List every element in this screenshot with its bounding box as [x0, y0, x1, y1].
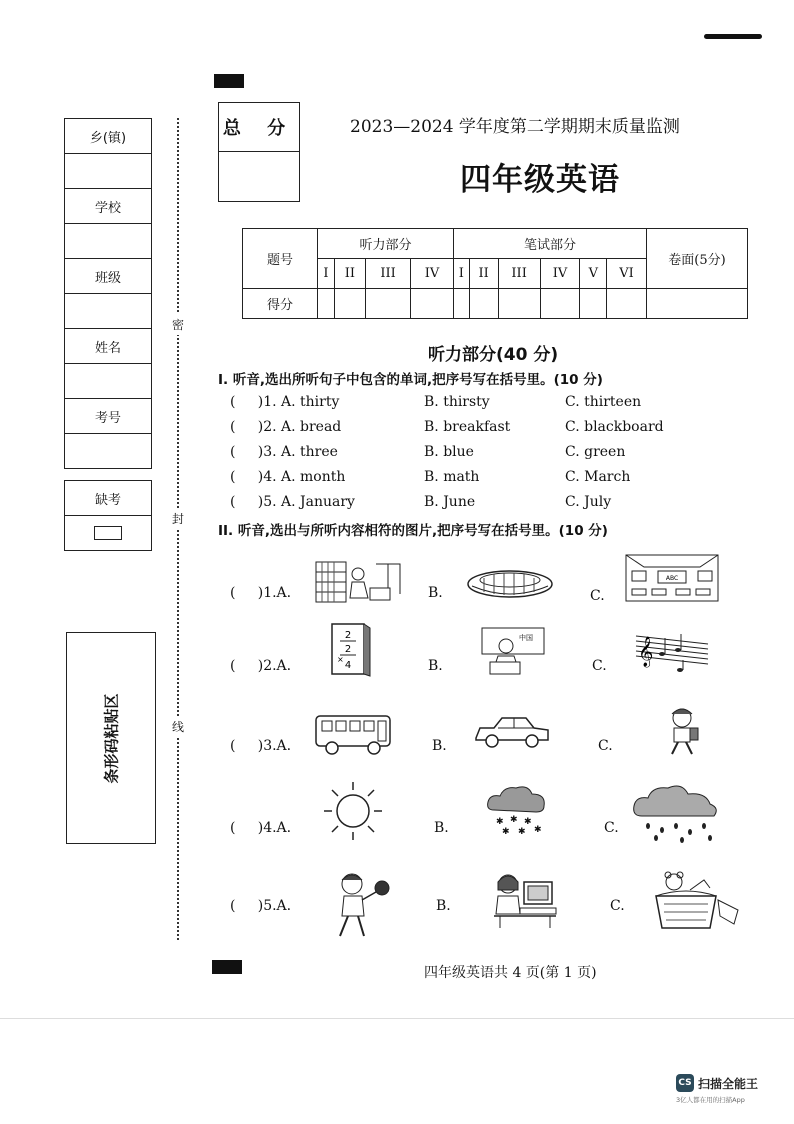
col-listening-3: III — [365, 259, 410, 289]
option-c: C. March — [565, 469, 631, 485]
option-c: C. — [604, 820, 619, 836]
option-c: C. — [610, 898, 625, 914]
seal-char-xian: 线 — [172, 716, 184, 737]
exam-title: 2023—2024 学年度第二学期期末质量监测 — [350, 117, 680, 137]
svg-text:2: 2 — [344, 630, 352, 641]
col-listening-1: I — [318, 259, 335, 289]
township-label: 乡(镇) — [65, 119, 151, 154]
rain-cloud-picture — [630, 782, 722, 844]
svg-text:✱: ✱ — [524, 817, 532, 827]
exam-number-field[interactable] — [65, 434, 151, 468]
registration-mark-top — [214, 74, 244, 88]
option-c: C. blackboard — [565, 419, 664, 435]
col-writing-2: II — [469, 259, 498, 289]
option-b: B. thirsty — [424, 394, 490, 410]
answer-bracket[interactable]: ( ) — [230, 394, 264, 410]
qnum-label: 题号 — [243, 229, 318, 289]
answer-bracket[interactable]: ( ) — [230, 658, 264, 674]
township-field[interactable] — [65, 154, 151, 189]
scanner-watermark — [676, 1074, 758, 1104]
snow-cloud-picture — [484, 784, 550, 836]
svg-text:✱: ✱ — [496, 817, 504, 827]
svg-text:𝄞: 𝄞 — [638, 637, 654, 667]
option-c: C. — [598, 738, 613, 754]
computer-girl-picture — [490, 872, 560, 930]
class-field[interactable] — [65, 294, 151, 329]
absent-label: 缺考 — [65, 481, 151, 516]
seal-line — [177, 118, 179, 940]
listening-header: 听力部分 — [318, 229, 454, 259]
classroom-picture — [624, 553, 720, 603]
stadium-picture — [464, 566, 556, 602]
score-cell[interactable] — [365, 289, 410, 319]
svg-text:×: × — [337, 655, 344, 664]
total-label: 总 分 — [219, 103, 299, 152]
score-cell[interactable] — [607, 289, 647, 319]
list-item: ( )2. A. bread — [230, 419, 342, 435]
col-writing-6: VI — [607, 259, 647, 289]
name-field[interactable] — [65, 364, 151, 399]
option-b: B. June — [424, 494, 476, 510]
score-cell[interactable] — [453, 289, 469, 319]
listening-section-title: 听力部分(40 分) — [428, 345, 559, 365]
option-c: C. green — [565, 444, 626, 460]
option-c: C. thirteen — [565, 394, 642, 410]
option-b: B. math — [424, 469, 480, 485]
answer-bracket[interactable]: ( ) — [230, 494, 264, 510]
list-item: ( )4. A. month — [230, 469, 346, 485]
class-label: 班级 — [65, 259, 151, 294]
answer-bracket[interactable]: ( ) — [230, 585, 264, 601]
seal-char-feng: 封 — [172, 508, 184, 529]
exam-number-label: 考号 — [65, 399, 151, 434]
absent-box — [64, 480, 152, 551]
answer-bracket[interactable]: ( ) — [230, 469, 264, 485]
corner-mark — [704, 34, 762, 39]
score-cell[interactable] — [647, 289, 748, 319]
part2-instruction: II. 听音,选出与所听内容相符的图片,把序号写在括号里。(10 分) — [218, 523, 608, 539]
car-picture — [472, 714, 552, 750]
option-c: C. — [590, 588, 605, 604]
bus-picture — [314, 712, 394, 756]
svg-text:中国: 中国 — [519, 634, 533, 642]
school-label: 学校 — [65, 189, 151, 224]
option-b: B. — [432, 738, 447, 754]
scanner-logo: CS — [676, 1074, 694, 1092]
list-item: ( )4.A. — [230, 820, 292, 836]
answer-bracket[interactable]: ( ) — [230, 419, 264, 435]
list-item: ( )1. A. thirty — [230, 394, 340, 410]
scanner-name: 扫描全能王 — [698, 1076, 759, 1091]
col-listening-2: II — [334, 259, 365, 289]
list-item: ( )5.A. — [230, 898, 292, 914]
option-b: B. — [434, 820, 449, 836]
svg-text:ABC: ABC — [665, 575, 679, 582]
absent-checkbox[interactable] — [94, 526, 122, 540]
list-item: ( )3.A. — [230, 738, 292, 754]
score-cell[interactable] — [580, 289, 607, 319]
score-cell[interactable] — [411, 289, 454, 319]
subject-title: 四年级英语 — [460, 162, 620, 198]
answer-bracket[interactable]: ( ) — [230, 444, 264, 460]
total-score-field[interactable] — [219, 152, 299, 200]
answer-bracket[interactable]: ( ) — [230, 898, 264, 914]
svg-text:✱: ✱ — [518, 827, 526, 836]
option-b: B. — [428, 585, 443, 601]
barcode-label: 条形码粘贴区 — [102, 692, 121, 784]
col-writing-3: III — [498, 259, 540, 289]
neatness-label: 卷面(5分) — [647, 229, 748, 289]
col-writing-4: IV — [540, 259, 580, 289]
school-field[interactable] — [65, 224, 151, 259]
sun-picture — [322, 780, 384, 842]
svg-text:4: 4 — [344, 660, 352, 671]
col-writing-1: I — [453, 259, 469, 289]
col-writing-5: V — [580, 259, 607, 289]
option-c: C. — [592, 658, 607, 674]
part1-instruction: I. 听音,选出所听句子中包含的单词,把序号写在括号里。(10 分) — [218, 372, 603, 388]
answer-bracket[interactable]: ( ) — [230, 738, 264, 754]
option-b: B. — [428, 658, 443, 674]
registration-mark-bottom — [212, 960, 242, 974]
score-cell[interactable] — [334, 289, 365, 319]
score-cell[interactable] — [540, 289, 580, 319]
list-item: ( )3. A. three — [230, 444, 338, 460]
score-cell[interactable] — [469, 289, 498, 319]
svg-text:✱: ✱ — [534, 825, 542, 835]
list-item: ( )2.A. — [230, 658, 292, 674]
option-b: B. — [436, 898, 451, 914]
walking-boy-picture — [662, 706, 702, 758]
svg-text:2: 2 — [344, 644, 352, 655]
score-row-label: 得分 — [243, 289, 318, 319]
score-cell[interactable] — [498, 289, 540, 319]
math-book-picture — [328, 622, 374, 678]
chinese-teacher-picture — [480, 626, 546, 676]
student-info-box — [64, 118, 152, 469]
col-listening-4: IV — [411, 259, 454, 289]
page-info: 四年级英语共 4 页(第 1 页) — [424, 965, 597, 981]
svg-text:✱: ✱ — [502, 827, 510, 836]
score-table — [242, 228, 748, 319]
toy-basket-picture — [650, 870, 742, 936]
ping-pong-boy-picture — [330, 870, 392, 940]
scanner-tagline: 3亿人都在用的扫描App — [676, 1096, 745, 1104]
writing-header: 笔试部分 — [453, 229, 646, 259]
list-item: ( )1.A. — [230, 585, 292, 601]
option-b: B. blue — [424, 444, 474, 460]
total-score-box — [218, 102, 300, 202]
library-picture — [314, 558, 402, 606]
music-notes-picture — [634, 624, 710, 672]
score-cell[interactable] — [318, 289, 335, 319]
answer-bracket[interactable]: ( ) — [230, 820, 264, 836]
name-label: 姓名 — [65, 329, 151, 364]
svg-text:✱: ✱ — [510, 815, 518, 825]
page-bottom-rule — [0, 1018, 794, 1019]
barcode-area — [66, 632, 156, 844]
list-item: ( )5. A. January — [230, 494, 355, 510]
seal-char-mi: 密 — [172, 314, 184, 335]
option-c: C. July — [565, 494, 612, 510]
option-b: B. breakfast — [424, 419, 511, 435]
